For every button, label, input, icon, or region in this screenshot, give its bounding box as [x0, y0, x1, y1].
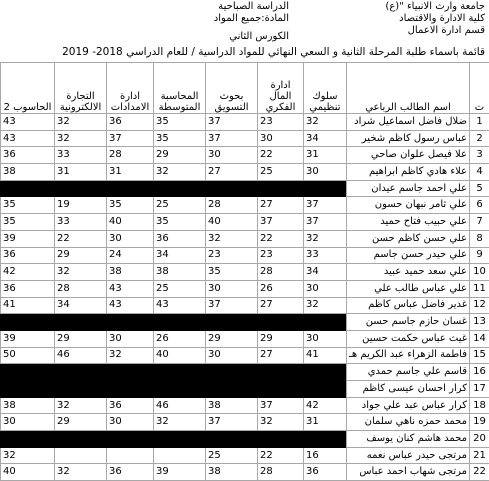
- score-cell: 32: [304, 297, 347, 314]
- redacted-cell: [1, 431, 55, 448]
- table-row: [1, 147, 489, 164]
- redacted-cell: [206, 431, 258, 448]
- student-name: مرتجى حيدر عباس نعمه: [347, 447, 470, 464]
- score-cell: 30: [258, 130, 304, 147]
- redacted-cell: [1, 381, 55, 398]
- score-cell: 36: [304, 464, 347, 481]
- redacted-cell: [55, 381, 107, 398]
- score-cell: 30: [1, 414, 55, 431]
- grades-table: [0, 62, 489, 481]
- table-row: [1, 431, 489, 448]
- row-number: 5: [470, 180, 489, 197]
- student-name: علي ثامر نبهان حسون: [347, 197, 470, 214]
- redacted-cell: [304, 314, 347, 331]
- score-cell: 31: [304, 147, 347, 164]
- row-number: 7: [470, 214, 489, 231]
- score-cell: 34: [55, 297, 107, 314]
- sheet-header: [0, 0, 489, 62]
- score-cell: 34: [304, 264, 347, 281]
- score-cell: 23: [206, 247, 258, 264]
- score-cell: 30: [107, 230, 154, 247]
- score-cell: 35: [1, 197, 55, 214]
- score-cell: 25: [258, 164, 304, 181]
- score-cell: 40: [107, 214, 154, 231]
- row-number: 11: [470, 280, 489, 297]
- score-cell: 29: [55, 247, 107, 264]
- score-cell: 25: [154, 280, 206, 297]
- score-cell: 30: [107, 330, 154, 347]
- student-name: علا فيصل علوان صاحي: [347, 147, 470, 164]
- redacted-cell: [154, 381, 206, 398]
- score-cell: 28: [258, 464, 304, 481]
- table-row: [1, 330, 489, 347]
- score-cell: 24: [107, 247, 154, 264]
- table-body: [1, 114, 489, 481]
- score-cell: 50: [1, 347, 55, 364]
- table-row: [1, 381, 489, 398]
- col-org-behavior: سلوك تنظيمي: [304, 63, 347, 114]
- score-cell: 29: [258, 330, 304, 347]
- score-cell: 40: [154, 347, 206, 364]
- table-row: [1, 164, 489, 181]
- score-cell: 37: [304, 214, 347, 231]
- table-row: [1, 264, 489, 281]
- score-cell: 26: [154, 330, 206, 347]
- score-cell: 33: [55, 214, 107, 231]
- table-row: [1, 130, 489, 147]
- score-cell: 37: [206, 297, 258, 314]
- score-cell: 31: [304, 414, 347, 431]
- score-cell: [154, 447, 206, 464]
- col-marketing-research: بحوث التسويق: [206, 63, 258, 114]
- score-cell: 36: [107, 464, 154, 481]
- row-number: 4: [470, 164, 489, 181]
- score-cell: 32: [258, 414, 304, 431]
- row-number: 20: [470, 431, 489, 448]
- table-row: [1, 180, 489, 197]
- redacted-cell: [304, 180, 347, 197]
- score-cell: 32: [154, 164, 206, 181]
- row-number: 14: [470, 330, 489, 347]
- table-row: [1, 114, 489, 131]
- redacted-cell: [304, 381, 347, 398]
- student-name: غدير فاضل عباس كاظم: [347, 297, 470, 314]
- table-row: [1, 214, 489, 231]
- score-cell: [55, 447, 107, 464]
- score-cell: 39: [154, 464, 206, 481]
- score-cell: 28: [258, 264, 304, 281]
- redacted-cell: [107, 431, 154, 448]
- redacted-cell: [206, 364, 258, 381]
- row-number: 15: [470, 347, 489, 364]
- score-cell: 30: [304, 330, 347, 347]
- student-name: علي سعد حميد عبيد: [347, 264, 470, 281]
- redacted-cell: [55, 364, 107, 381]
- student-name: علي حبيب فتاح حميد: [347, 214, 470, 231]
- redacted-cell: [55, 431, 107, 448]
- sheet-title: قائمة باسماء طلبة المرحلة الثانية و السعي النهائي للمواد الدراسية / للعام الدراسي 2018- 2019: [62, 47, 485, 58]
- redacted-cell: [107, 180, 154, 197]
- student-name: غيث عباس حكمت حسين: [347, 330, 470, 347]
- col-intellectual-capital: ادارة المال الفكري: [258, 63, 304, 114]
- score-cell: 35: [206, 264, 258, 281]
- table-row: [1, 297, 489, 314]
- department-name: قسم ادارة الاعمال: [408, 25, 485, 36]
- score-cell: 33: [304, 247, 347, 264]
- score-cell: 43: [154, 297, 206, 314]
- score-cell: 36: [1, 147, 55, 164]
- score-cell: 28: [206, 197, 258, 214]
- score-cell: 38: [107, 264, 154, 281]
- score-cell: 27: [258, 297, 304, 314]
- score-cell: 33: [55, 147, 107, 164]
- table-row: [1, 314, 489, 331]
- score-cell: 36: [1, 247, 55, 264]
- score-cell: 37: [258, 214, 304, 231]
- score-cell: 29: [55, 330, 107, 347]
- score-cell: 35: [1, 214, 55, 231]
- redacted-cell: [107, 364, 154, 381]
- row-number: 6: [470, 197, 489, 214]
- score-cell: 27: [206, 164, 258, 181]
- score-cell: 27: [258, 347, 304, 364]
- row-number: 3: [470, 147, 489, 164]
- score-cell: 37: [304, 197, 347, 214]
- col-e-commerce: التجارة الالكترونية: [55, 63, 107, 114]
- score-cell: 43: [107, 297, 154, 314]
- score-cell: 36: [1, 280, 55, 297]
- score-cell: 32: [304, 114, 347, 131]
- redacted-cell: [258, 364, 304, 381]
- redacted-cell: [1, 180, 55, 197]
- score-cell: 32: [304, 230, 347, 247]
- student-name: محمد هاشم كنان يوسف: [347, 431, 470, 448]
- score-cell: 30: [206, 347, 258, 364]
- score-cell: 32: [55, 464, 107, 481]
- redacted-cell: [154, 431, 206, 448]
- redacted-cell: [258, 314, 304, 331]
- row-number: 1: [470, 114, 489, 131]
- score-cell: 46: [55, 347, 107, 364]
- score-cell: 36: [107, 397, 154, 414]
- score-cell: 22: [258, 147, 304, 164]
- score-cell: 42: [1, 264, 55, 281]
- row-number: 13: [470, 314, 489, 331]
- redacted-cell: [154, 364, 206, 381]
- score-cell: 35: [107, 197, 154, 214]
- redacted-cell: [206, 180, 258, 197]
- score-cell: 32: [1, 447, 55, 464]
- student-name: علاء هادي كاظم ابراهيم: [347, 164, 470, 181]
- score-cell: 22: [55, 230, 107, 247]
- score-cell: 38: [1, 397, 55, 414]
- row-number: 22: [470, 464, 489, 481]
- college-name: كلية الادارة والاقتصاد: [399, 13, 485, 24]
- score-cell: 32: [55, 114, 107, 131]
- score-cell: 22: [258, 447, 304, 464]
- student-name: عباس رسول كاظم شخير: [347, 130, 470, 147]
- table-row: [1, 347, 489, 364]
- row-number: 21: [470, 447, 489, 464]
- table-row: [1, 197, 489, 214]
- student-name: مرتجى شهاب احمد عباس: [347, 464, 470, 481]
- score-cell: 37: [206, 130, 258, 147]
- score-cell: 37: [107, 130, 154, 147]
- table-row: [1, 447, 489, 464]
- redacted-cell: [154, 314, 206, 331]
- redacted-cell: [55, 314, 107, 331]
- table-row: [1, 230, 489, 247]
- student-name: كرار احسان عيسى كاظم: [347, 381, 470, 398]
- student-name: قاسم علي جاسم حمدي: [347, 364, 470, 381]
- score-cell: 39: [1, 230, 55, 247]
- score-cell: 38: [206, 397, 258, 414]
- study-type: الدراسة الصباحية: [218, 1, 289, 12]
- score-cell: 34: [304, 130, 347, 147]
- score-cell: 25: [154, 197, 206, 214]
- score-cell: 25: [206, 447, 258, 464]
- table-row: [1, 280, 489, 297]
- table-row: [1, 414, 489, 431]
- table-header-row: [1, 63, 489, 114]
- score-cell: 32: [55, 397, 107, 414]
- redacted-cell: [1, 364, 55, 381]
- student-name: كرار عباس عبد علي جواد: [347, 397, 470, 414]
- student-name: علي حسن كاظم حسن: [347, 230, 470, 247]
- row-number: 8: [470, 230, 489, 247]
- score-cell: 31: [55, 164, 107, 181]
- score-cell: 34: [154, 247, 206, 264]
- score-cell: 28: [107, 147, 154, 164]
- col-intermediate-accounting: المحاسبة المتوسطة: [154, 63, 206, 114]
- score-cell: 19: [55, 197, 107, 214]
- score-cell: 37: [258, 397, 304, 414]
- score-cell: 40: [206, 214, 258, 231]
- row-number: 10: [470, 264, 489, 281]
- score-cell: 37: [206, 114, 258, 131]
- score-cell: 32: [107, 347, 154, 364]
- score-cell: 43: [107, 280, 154, 297]
- score-cell: 32: [55, 264, 107, 281]
- table-row: [1, 364, 489, 381]
- score-cell: 32: [154, 414, 206, 431]
- row-number: 16: [470, 364, 489, 381]
- course-label: الكورس الثاني: [229, 31, 289, 42]
- score-cell: 40: [1, 464, 55, 481]
- redacted-cell: [258, 381, 304, 398]
- score-cell: 46: [154, 397, 206, 414]
- score-cell: 29: [206, 330, 258, 347]
- score-cell: 32: [55, 130, 107, 147]
- score-cell: 32: [206, 230, 258, 247]
- redacted-cell: [304, 364, 347, 381]
- score-cell: [107, 447, 154, 464]
- student-name: محمد حمزه ناهي سلمان: [347, 414, 470, 431]
- score-cell: 43: [1, 114, 55, 131]
- row-number: 2: [470, 130, 489, 147]
- redacted-cell: [55, 180, 107, 197]
- score-cell: 38: [206, 464, 258, 481]
- score-cell: 29: [154, 147, 206, 164]
- score-cell: 41: [1, 297, 55, 314]
- row-number: 19: [470, 414, 489, 431]
- student-name: ضلال فاضل اسماعيل شراد: [347, 114, 470, 131]
- score-cell: 30: [206, 147, 258, 164]
- score-cell: 28: [55, 280, 107, 297]
- table-row: [1, 247, 489, 264]
- student-name: علي عباس طالب علي: [347, 280, 470, 297]
- redacted-cell: [206, 381, 258, 398]
- score-cell: 27: [258, 197, 304, 214]
- score-cell: 39: [1, 330, 55, 347]
- score-cell: 30: [304, 280, 347, 297]
- score-cell: 22: [258, 230, 304, 247]
- student-name: علي احمد جاسم عيدان: [347, 180, 470, 197]
- col-student-name: اسم الطالب الرباعي: [347, 63, 470, 114]
- score-cell: 23: [258, 247, 304, 264]
- col-seq: ت: [470, 63, 489, 114]
- university-name: جامعة وارث الانبياء "(ع): [385, 1, 485, 12]
- score-cell: 35: [154, 130, 206, 147]
- score-cell: 30: [206, 280, 258, 297]
- student-name: علي حيدر حسن جاسم: [347, 247, 470, 264]
- table-row: [1, 397, 489, 414]
- redacted-cell: [107, 314, 154, 331]
- table-row: [1, 464, 489, 481]
- redacted-cell: [206, 314, 258, 331]
- redacted-cell: [1, 314, 55, 331]
- row-number: 18: [470, 397, 489, 414]
- score-cell: 29: [55, 414, 107, 431]
- score-cell: 36: [154, 230, 206, 247]
- score-cell: 26: [258, 280, 304, 297]
- col-computer-2: الحاسوب 2: [1, 63, 55, 114]
- redacted-cell: [107, 381, 154, 398]
- score-cell: 16: [304, 447, 347, 464]
- row-number: 12: [470, 297, 489, 314]
- subjects-label: المادة:جميع المواد: [214, 13, 289, 24]
- score-cell: 35: [154, 214, 206, 231]
- row-number: 17: [470, 381, 489, 398]
- score-cell: 41: [304, 347, 347, 364]
- col-supply-management: ادارة الامدادات: [107, 63, 154, 114]
- score-cell: 38: [1, 164, 55, 181]
- score-cell: 37: [206, 414, 258, 431]
- student-name: فاطمة الزهراء عبد الكريم هـ: [347, 347, 470, 364]
- score-cell: 30: [304, 164, 347, 181]
- score-cell: 23: [258, 114, 304, 131]
- score-cell: 38: [154, 264, 206, 281]
- student-name: غسان حازم جاسم حسن: [347, 314, 470, 331]
- redacted-cell: [258, 431, 304, 448]
- row-number: 9: [470, 247, 489, 264]
- score-cell: 43: [1, 130, 55, 147]
- redacted-cell: [304, 431, 347, 448]
- score-cell: 35: [154, 114, 206, 131]
- redacted-cell: [258, 180, 304, 197]
- score-cell: 42: [304, 397, 347, 414]
- score-cell: 31: [107, 164, 154, 181]
- score-cell: 36: [107, 114, 154, 131]
- redacted-cell: [154, 180, 206, 197]
- score-cell: 30: [107, 414, 154, 431]
